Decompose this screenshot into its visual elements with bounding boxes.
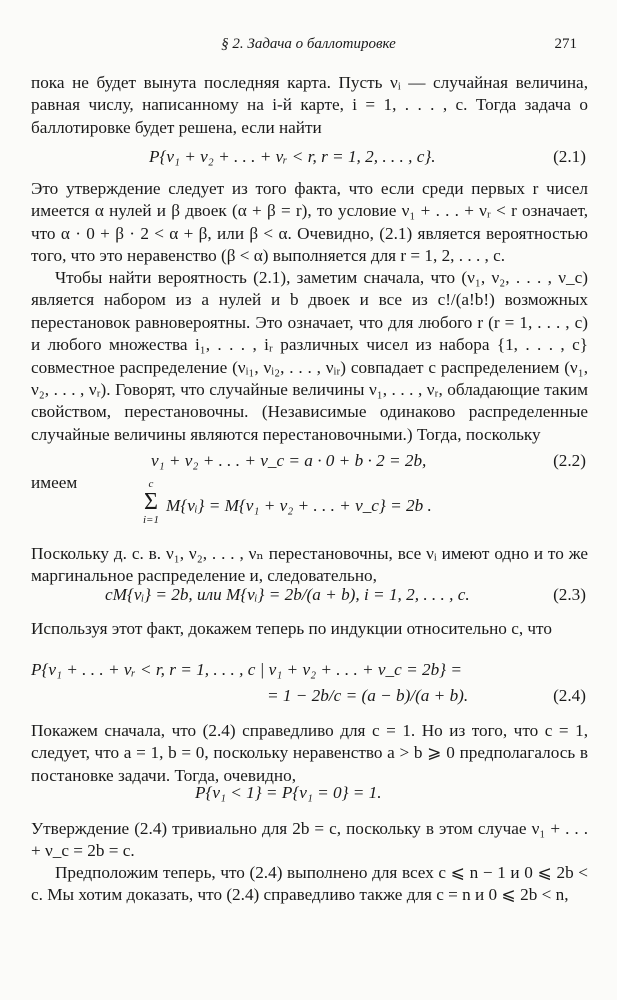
paragraph-6: Используя этот факт, докажем теперь по индукции относительно c, что bbox=[31, 619, 552, 638]
running-header bbox=[0, 36, 617, 58]
equation-label: (2.4) bbox=[553, 686, 586, 705]
sigma-sign: Σ bbox=[144, 489, 158, 515]
equation-label: (2.2) bbox=[553, 451, 586, 470]
paragraph-9: Предположим теперь, что (2.4) выполнено для всех c ⩽ n − 1 и 0 ⩽ 2b < c. Мы хотим доказать, что (2.4) справедливо также для c = n и 0 ⩽ 2b < n, bbox=[31, 863, 588, 905]
equation-body: P{ν₁ + ν₂ + . . . + νᵣ < r, r = 1, 2, . . . , c}. bbox=[149, 147, 436, 166]
equation-base-case bbox=[31, 780, 588, 806]
equation-body: ν₁ + ν₂ + . . . + ν_c = a · 0 + b · 2 = 2b, bbox=[151, 451, 427, 470]
summation-symbol bbox=[140, 478, 162, 526]
sum-upper-limit: c bbox=[148, 478, 154, 490]
equation-2-4-line2 bbox=[31, 683, 588, 709]
equation-2-1 bbox=[31, 144, 588, 170]
equation-2-2 bbox=[31, 448, 588, 474]
equation-body: M{νᵢ} = M{ν₁ + ν₂ + . . . + ν_c} = 2b . bbox=[166, 496, 432, 515]
paragraph-1: пока не будет вынута последняя карта. Пусть νᵢ — случайная величина, равная числу, написанному на i-й карте, i = 1, . . . , c. Тогда задача о баллотировке будет решена, если найти bbox=[31, 73, 588, 137]
equation-body: cM{νᵢ} = 2b, или M{νᵢ} = 2b/(a + b), i = 1, 2, . . . , c. bbox=[105, 585, 470, 604]
paragraph-5: Поскольку д. с. в. ν₁, ν₂, . . . , νₙ перестановочны, все νᵢ имеют одно и то же маргинальное распределение и, следовательно, bbox=[31, 544, 588, 586]
paragraph-4: имеем bbox=[31, 473, 78, 492]
equation-body: = 1 − 2b/c = (a − b)/(a + b). bbox=[267, 686, 469, 705]
equation-label: (2.3) bbox=[553, 585, 586, 604]
equation-body: P{ν₁ + . . . + νᵣ < r, r = 1, . . . , c | ν₁ + ν₂ + . . . + ν_c = 2b} = bbox=[31, 660, 462, 679]
page-number: 271 bbox=[554, 36, 577, 52]
paragraph-3: Чтобы найти вероятность (2.1), заметим сначала, что (ν₁, ν₂, . . . , ν_c) является набором из a нулей и b двоек и все из c!/(a!b!) возможных перестановок равновероятны. Это означает, что для любого r (r = 1, . . . , c) и любого множества i₁, . . . , iᵣ различных чисел из набора {1, . . . , c} совместное распределение (νᵢ₁, νᵢ₂, . . . , νᵢᵣ) совпадает с распределением (ν₁, ν₂, . . . , νᵣ). Говорят, что случайные величины ν₁, . . . , νᵣ, обладающие таким свойством, перестановочны. (Независимые одинаково распределенные случайные величины являются перестановочными.) Тогда, поскольку bbox=[31, 268, 588, 444]
equation-2-3 bbox=[31, 582, 588, 608]
sum-lower-limit: i=1 bbox=[143, 514, 159, 526]
equation-label: (2.1) bbox=[553, 147, 586, 166]
paragraph-2: Это утверждение следует из того факта, что если среди первых r чисел имеется α нулей и β двоек (α + β = r), то условие ν₁ + . . . + νᵣ < r означает, что α · 0 + β · 2 < α + β, или β < α. Очевидно, (2.1) является вероятностью того, что это неравенство (β < α) выполняется для r = 1, 2, . . . , c. bbox=[31, 179, 588, 266]
equation-2-4-line1 bbox=[31, 657, 588, 683]
paragraph-8: Утверждение (2.4) тривиально для 2b = c, поскольку в этом случае ν₁ + . . . + ν_c = 2b = c. bbox=[31, 819, 588, 861]
sum-equation bbox=[140, 478, 540, 538]
section-title: § 2. Задача о баллотировке bbox=[221, 36, 396, 52]
paragraph-7: Покажем сначала, что (2.4) справедливо для c = 1. Но из того, что c = 1, следует, что a = 1, b = 0, поскольку неравенство a > b ⩾ 0 предполагалось в постановке задачи. Тогда, очевидно, bbox=[31, 721, 588, 785]
equation-body: P{ν₁ < 1} = P{ν₁ = 0} = 1. bbox=[195, 783, 382, 802]
